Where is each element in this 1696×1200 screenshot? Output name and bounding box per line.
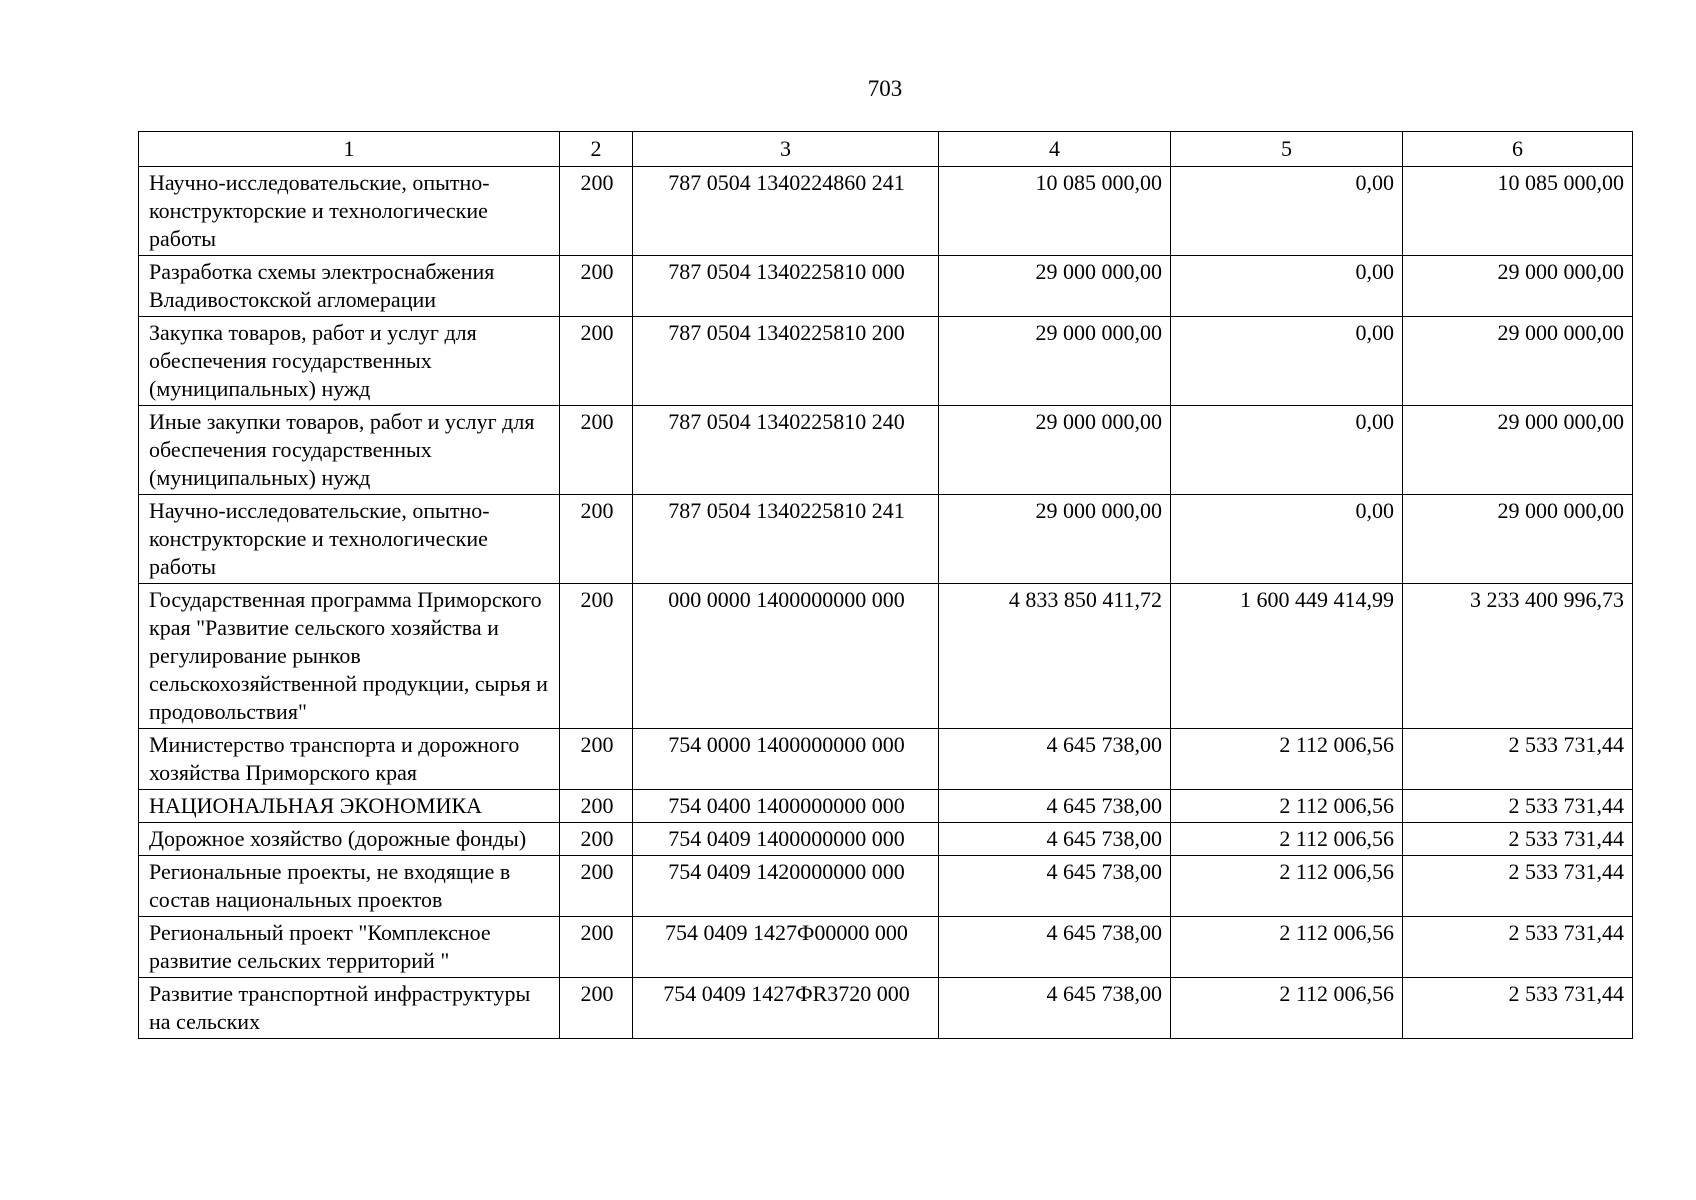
row-type-cell: 200	[560, 856, 633, 917]
row-amount-6-cell: 2 533 731,44	[1403, 823, 1633, 856]
table-row	[139, 495, 1633, 584]
table-row	[139, 978, 1633, 1039]
table-row	[139, 917, 1633, 978]
row-amount-6-cell: 2 533 731,44	[1403, 856, 1633, 917]
row-amount-5-cell: 2 112 006,56	[1171, 823, 1403, 856]
row-name-cell: Региональный проект "Комплексное развитие сельских территорий "	[139, 917, 560, 978]
row-code-cell: 787 0504 1340225810 241	[633, 495, 939, 584]
row-name-cell: Разработка схемы электроснабжения Владивостокской агломерации	[139, 256, 560, 317]
row-amount-6-cell: 29 000 000,00	[1403, 317, 1633, 406]
row-code-cell: 787 0504 1340225810 200	[633, 317, 939, 406]
row-name-cell: Закупка товаров, работ и услуг для обеспечения государственных (муниципальных) нужд	[139, 317, 560, 406]
row-name-cell: Министерство транспорта и дорожного хозяйства Приморского края	[139, 729, 560, 790]
row-type-cell: 200	[560, 406, 633, 495]
row-amount-5-cell: 1 600 449 414,99	[1171, 584, 1403, 729]
row-amount-4-cell: 29 000 000,00	[939, 317, 1171, 406]
row-amount-4-cell: 4 645 738,00	[939, 856, 1171, 917]
row-amount-6-cell: 2 533 731,44	[1403, 917, 1633, 978]
row-name-cell: Государственная программа Приморского края "Развитие сельского хозяйства и регулирование рынков сельскохозяйственной продукции, сырья и продовольствия"	[139, 584, 560, 729]
row-code-cell: 754 0409 1427Ф00000 000	[633, 917, 939, 978]
row-code-cell: 787 0504 1340224860 241	[633, 167, 939, 256]
row-code-cell: 754 0400 1400000000 000	[633, 790, 939, 823]
row-amount-6-cell: 2 533 731,44	[1403, 790, 1633, 823]
table-row	[139, 823, 1633, 856]
budget-table	[138, 131, 1633, 1039]
row-amount-6-cell: 10 085 000,00	[1403, 167, 1633, 256]
row-amount-5-cell: 0,00	[1171, 406, 1403, 495]
table-header-row	[139, 132, 1633, 167]
row-code-cell: 754 0409 1400000000 000	[633, 823, 939, 856]
table-row	[139, 584, 1633, 729]
table-row	[139, 256, 1633, 317]
row-amount-5-cell: 0,00	[1171, 317, 1403, 406]
row-type-cell: 200	[560, 729, 633, 790]
table-row	[139, 790, 1633, 823]
row-amount-4-cell: 4 645 738,00	[939, 978, 1171, 1039]
column-header: 5	[1171, 132, 1403, 167]
row-amount-5-cell: 2 112 006,56	[1171, 978, 1403, 1039]
row-amount-4-cell: 29 000 000,00	[939, 495, 1171, 584]
row-type-cell: 200	[560, 584, 633, 729]
table-row	[139, 317, 1633, 406]
row-amount-5-cell: 2 112 006,56	[1171, 856, 1403, 917]
row-name-cell: Региональные проекты, не входящие в состав национальных проектов	[139, 856, 560, 917]
row-name-cell: Дорожное хозяйство (дорожные фонды)	[139, 823, 560, 856]
row-type-cell: 200	[560, 917, 633, 978]
row-amount-6-cell: 2 533 731,44	[1403, 729, 1633, 790]
table-row	[139, 856, 1633, 917]
table-row	[139, 406, 1633, 495]
row-amount-6-cell: 29 000 000,00	[1403, 495, 1633, 584]
row-amount-6-cell: 2 533 731,44	[1403, 978, 1633, 1039]
row-code-cell: 754 0409 1427ФR3720 000	[633, 978, 939, 1039]
row-type-cell: 200	[560, 978, 633, 1039]
row-name-cell: Научно-исследовательские, опытно-конструкторские и технологические работы	[139, 167, 560, 256]
row-amount-4-cell: 10 085 000,00	[939, 167, 1171, 256]
row-type-cell: 200	[560, 495, 633, 584]
row-type-cell: 200	[560, 317, 633, 406]
row-amount-6-cell: 29 000 000,00	[1403, 256, 1633, 317]
row-amount-6-cell: 29 000 000,00	[1403, 406, 1633, 495]
row-type-cell: 200	[560, 256, 633, 317]
row-amount-4-cell: 29 000 000,00	[939, 256, 1171, 317]
row-amount-4-cell: 4 833 850 411,72	[939, 584, 1171, 729]
row-name-cell: Иные закупки товаров, работ и услуг для обеспечения государственных (муниципальных) нужд	[139, 406, 560, 495]
row-code-cell: 787 0504 1340225810 000	[633, 256, 939, 317]
row-amount-5-cell: 0,00	[1171, 495, 1403, 584]
row-type-cell: 200	[560, 823, 633, 856]
row-code-cell: 000 0000 1400000000 000	[633, 584, 939, 729]
row-amount-5-cell: 2 112 006,56	[1171, 790, 1403, 823]
row-type-cell: 200	[560, 790, 633, 823]
row-code-cell: 754 0409 1420000000 000	[633, 856, 939, 917]
row-amount-4-cell: 29 000 000,00	[939, 406, 1171, 495]
row-code-cell: 787 0504 1340225810 240	[633, 406, 939, 495]
column-header: 3	[633, 132, 939, 167]
row-amount-4-cell: 4 645 738,00	[939, 823, 1171, 856]
row-name-cell: Развитие транспортной инфраструктуры на сельских	[139, 978, 560, 1039]
row-code-cell: 754 0000 1400000000 000	[633, 729, 939, 790]
table-row	[139, 167, 1633, 256]
page-number: 703	[867, 76, 903, 101]
row-amount-5-cell: 0,00	[1171, 256, 1403, 317]
row-amount-6-cell: 3 233 400 996,73	[1403, 584, 1633, 729]
row-amount-4-cell: 4 645 738,00	[939, 729, 1171, 790]
row-name-cell: Научно-исследовательские, опытно-конструкторские и технологические работы	[139, 495, 560, 584]
column-header: 4	[939, 132, 1171, 167]
row-amount-5-cell: 2 112 006,56	[1171, 729, 1403, 790]
row-type-cell: 200	[560, 167, 633, 256]
row-amount-4-cell: 4 645 738,00	[939, 790, 1171, 823]
row-amount-5-cell: 0,00	[1171, 167, 1403, 256]
row-amount-5-cell: 2 112 006,56	[1171, 917, 1403, 978]
table-row	[139, 729, 1633, 790]
column-header: 2	[560, 132, 633, 167]
row-amount-4-cell: 4 645 738,00	[939, 917, 1171, 978]
row-name-cell: НАЦИОНАЛЬНАЯ ЭКОНОМИКА	[139, 790, 560, 823]
column-header: 6	[1403, 132, 1633, 167]
column-header: 1	[139, 132, 560, 167]
